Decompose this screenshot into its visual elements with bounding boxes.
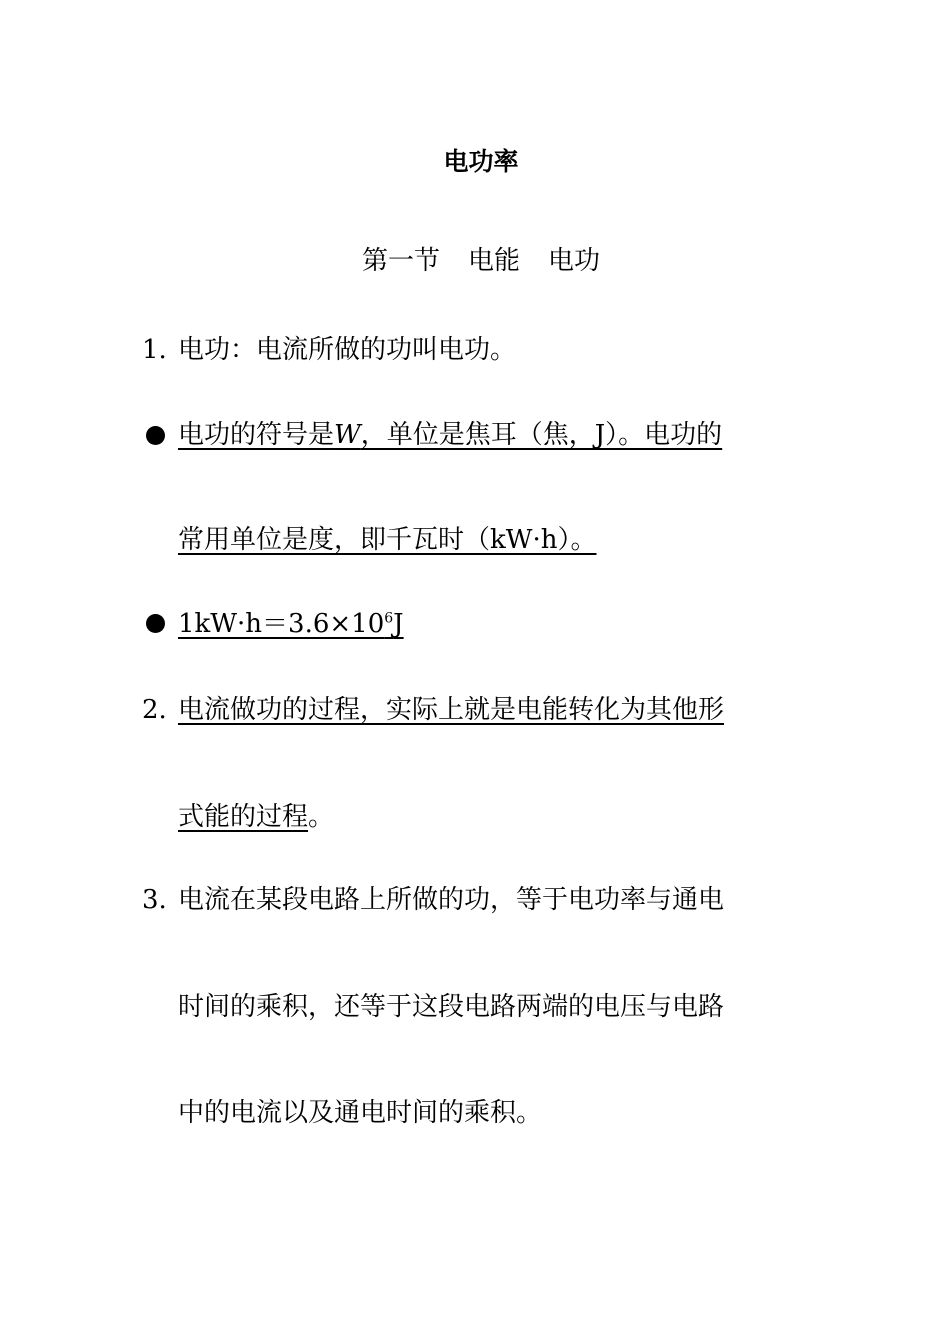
bullet-1-text-a: 电功的符号是	[178, 420, 335, 450]
section-heading	[0, 241, 950, 281]
item-2-underlined: 式能的过程	[178, 802, 309, 832]
item-3-marker: 3.	[142, 885, 167, 915]
section-topic-work: 电功	[548, 246, 601, 276]
item-2-line-2	[178, 797, 334, 837]
bullet-icon	[146, 426, 165, 445]
formula-exponent: 6	[384, 610, 394, 627]
item-2-marker: 2.	[142, 695, 167, 725]
item-3-line-1: 电流在某段电路上所做的功，等于电功率与通电	[178, 885, 725, 915]
section-topic-energy: 电能	[467, 246, 520, 276]
item-1-text: 电功：电流所做的功叫电功。	[178, 335, 517, 365]
formula-unit: J	[393, 609, 404, 639]
formula-base: 1kW·h＝3.6×10	[178, 609, 385, 639]
item-2-line-1: 电流做功的过程，实际上就是电能转化为其他形	[178, 695, 725, 725]
section-number: 第一节	[361, 246, 440, 276]
bullet-icon	[146, 614, 165, 633]
bullet-1-line-1	[178, 415, 722, 455]
bullet-2-formula	[178, 604, 404, 644]
document-title: 电功率	[443, 147, 519, 176]
item-3-line-2: 时间的乘积，还等于这段电路两端的电压与电路	[178, 992, 725, 1022]
bullet-1-text-b: ，单位是焦耳（焦，J）。电功的	[360, 420, 723, 450]
item-3-line-3: 中的电流以及通电时间的乘积。	[178, 1098, 543, 1128]
work-symbol: W	[334, 420, 361, 450]
item-2-end: 。	[308, 802, 335, 832]
bullet-1-line-2: 常用单位是度，即千瓦时（kW·h）。	[178, 525, 597, 555]
item-1-marker: 1.	[142, 335, 167, 365]
